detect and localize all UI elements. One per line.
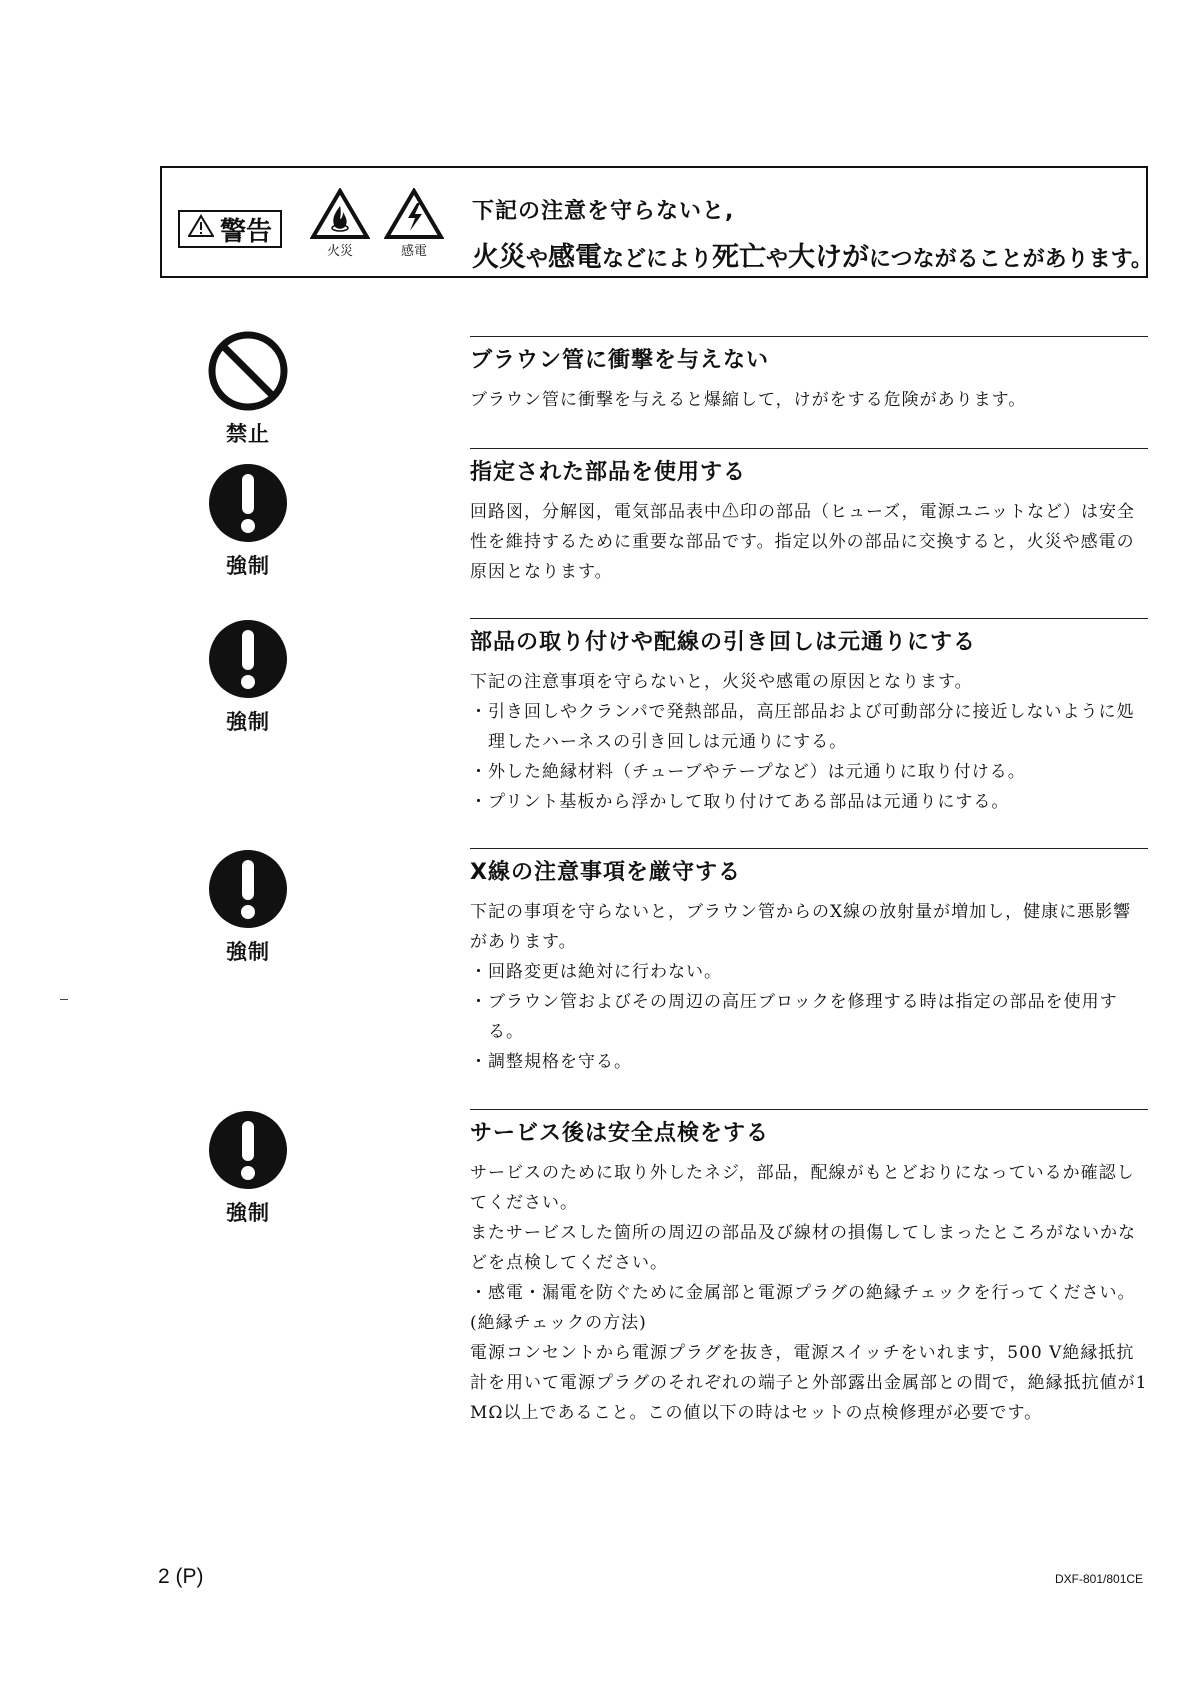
warning-word-fire: 火災	[472, 242, 526, 273]
section-bullet: ・感電・漏電を防ぐために金属部と電源プラグの絶縁チェックを行ってください。	[470, 1283, 1136, 1303]
section-body	[470, 1158, 1148, 1428]
section-paragraph: 回路図，分解図，電気部品表中⚠印の部品（ヒューズ，電源ユニットなど）は安全性を維持するために重要な部品です。指定以外の部品に交換すると，火災や感電の原因となります。	[470, 502, 1135, 582]
prohibition-icon	[207, 330, 289, 412]
warning-triangle-icon	[188, 214, 214, 245]
section-bullet: ・プリント基板から浮かして取り付けてある部品は元通りにする。	[470, 792, 1010, 812]
warning-particle: などにより	[602, 247, 713, 272]
scan-mark	[60, 999, 68, 1000]
section-title: 指定された部品を使用する	[470, 460, 747, 485]
section-crt-impact	[470, 336, 1148, 415]
fire-hazard-caption: 火災	[326, 244, 353, 259]
mandatory-icon-block	[205, 848, 291, 966]
warning-tail: につながることがあります。	[869, 247, 1153, 272]
section-bullet: ・回路変更は絶対に行わない。	[470, 962, 722, 982]
warning-label-text: 警告	[219, 216, 272, 247]
mandatory-label: 強制	[226, 1201, 270, 1225]
section-paragraph: 下記の注意事項を守らないと，火災や感電の原因となります。	[470, 672, 973, 692]
section-paragraph: 下記の事項を守らないと，ブラウン管からのX線の放射量が増加し，健康に悪影響があります。	[470, 902, 1132, 952]
section-wiring-restore	[470, 618, 1148, 817]
warning-label	[178, 210, 282, 248]
warning-box	[160, 166, 1153, 278]
mandatory-label: 強制	[226, 554, 270, 578]
section-paragraph: サービスのために取り外したネジ，部品，配線がもとどおりになっているか確認してください。	[470, 1163, 1135, 1213]
warning-word-injury: 大けが	[788, 242, 870, 273]
section-paragraph: またサービスした箇所の周辺の部品及び線材の損傷してしまったところがないかなどを点検してください。	[470, 1223, 1136, 1273]
mandatory-icon	[207, 848, 289, 930]
section-paragraph: 電源コンセントから電源プラグを抜き，電源スイッチをいれます，500 V絶縁抵抗計を用いて電源プラグのそれぞれの端子と外部露出金属部との間で，絶縁抵抗値が1 MΩ以上であること。この値以下の時はセットの点検修理が必要です。	[470, 1343, 1148, 1423]
warning-line2	[472, 235, 1153, 274]
warning-particle: や	[526, 247, 549, 272]
mandatory-icon-block	[205, 462, 291, 580]
warning-message	[472, 194, 1153, 274]
section-body	[470, 897, 1148, 1077]
mandatory-label: 強制	[226, 940, 270, 964]
model-number: DXF-801/801CE	[1055, 1572, 1144, 1586]
warning-word-shock: 感電	[548, 242, 603, 273]
warning-line1: 下記の注意を守らないと,	[472, 199, 735, 224]
warning-word-death: 死亡	[712, 242, 767, 273]
mandatory-icon-block	[205, 1109, 291, 1227]
section-body	[470, 667, 1148, 817]
section-bullet: ・引き回しやクランパで発熱部品，高圧部品および可動部分に接近しないように処理したハーネスの引き回しは元通りにする。	[470, 702, 1135, 752]
section-bullet: ・調整規格を守る。	[470, 1052, 632, 1072]
section-paragraph: ブラウン管に衝撃を与えると爆縮して，けがをする危険があります。	[470, 390, 1027, 410]
mandatory-icon	[207, 618, 289, 700]
section-bullet: ・外した絶縁材料（チューブやテープなど）は元通りに取り付ける。	[470, 762, 1026, 782]
mandatory-icon-block	[205, 618, 291, 736]
section-title: ブラウン管に衝撃を与えない	[470, 348, 770, 373]
electric-shock-hazard-icon	[382, 188, 446, 268]
prohibition-label: 禁止	[226, 422, 270, 446]
section-specified-parts	[470, 448, 1148, 587]
section-title: X線の注意事項を厳守する	[470, 860, 741, 885]
section-body	[470, 385, 1148, 415]
mandatory-icon	[207, 1109, 289, 1191]
section-title: サービス後は安全点検をする	[470, 1121, 770, 1146]
section-bullet: ・ブラウン管およびその周辺の高圧ブロックを修理する時は指定の部品を使用する。	[470, 992, 1118, 1042]
section-body	[470, 497, 1148, 587]
prohibition-icon-block	[205, 330, 291, 448]
section-safety-check	[470, 1109, 1148, 1428]
fire-hazard-icon	[308, 188, 372, 268]
page-number: 2 (P)	[158, 1565, 204, 1588]
section-subheading: (絶縁チェックの方法)	[470, 1313, 647, 1333]
section-xray	[470, 848, 1148, 1077]
warning-particle: や	[766, 247, 789, 272]
mandatory-label: 強制	[226, 710, 270, 734]
section-title: 部品の取り付けや配線の引き回しは元通りにする	[470, 630, 977, 655]
mandatory-icon	[207, 462, 289, 544]
electric-shock-hazard-caption: 感電	[400, 244, 427, 259]
